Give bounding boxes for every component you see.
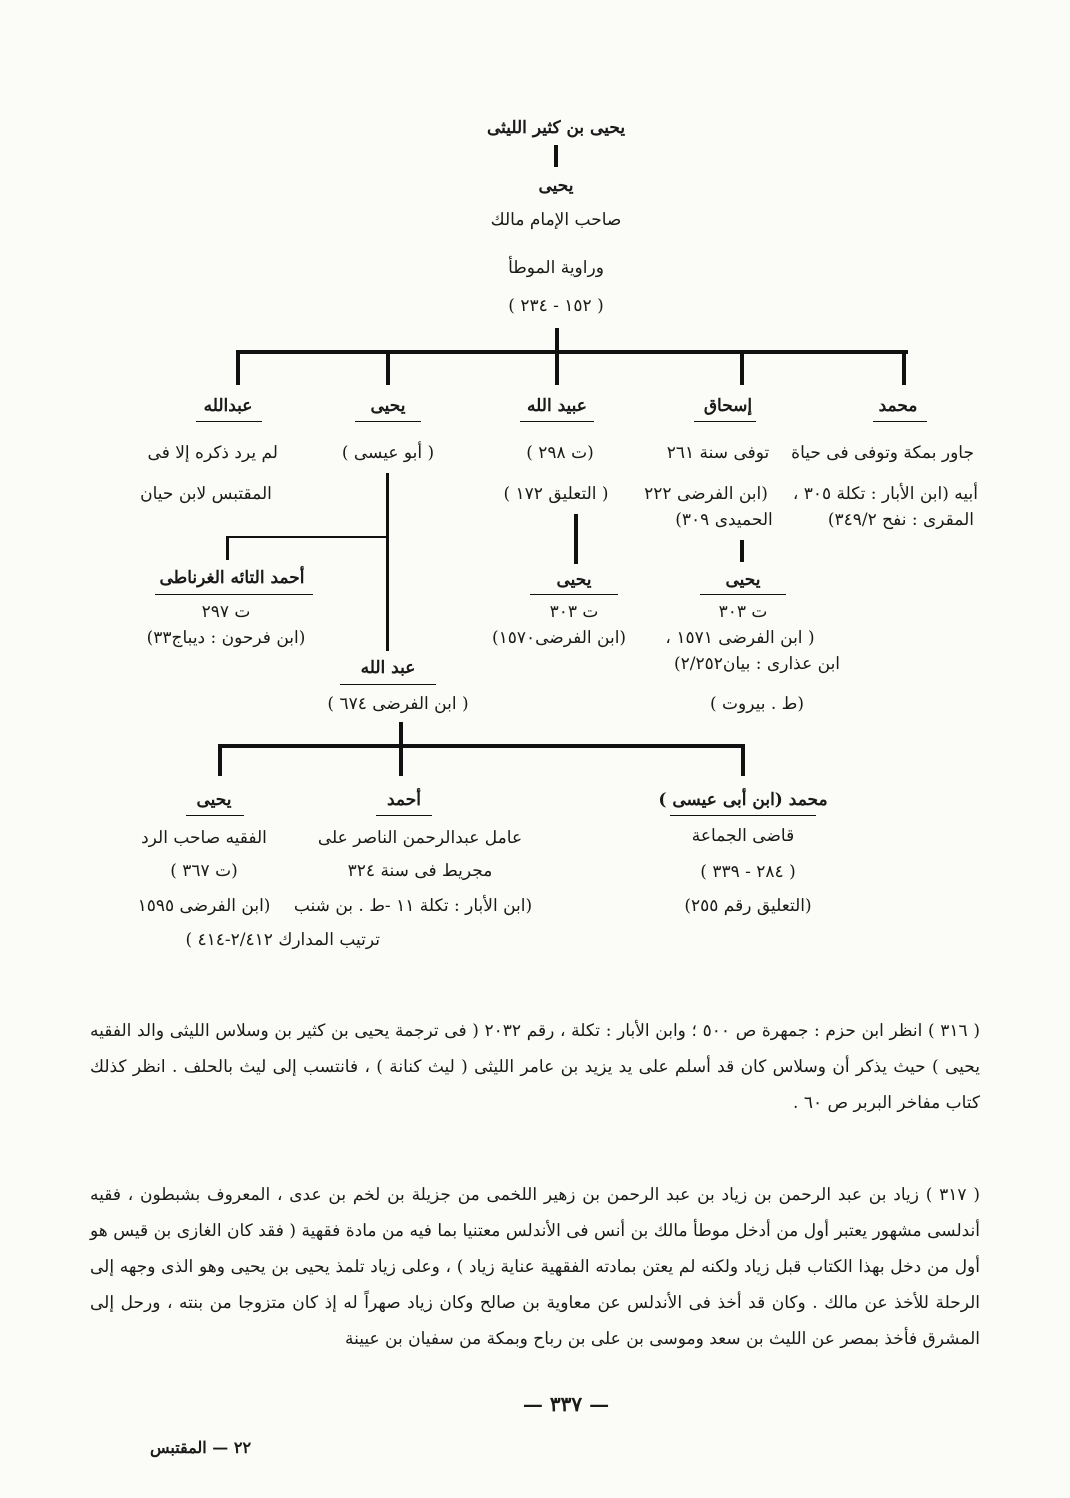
level3-bar: [218, 744, 745, 748]
name-underline: [196, 421, 262, 422]
node-name: أحمد التائه الغرناطى: [159, 568, 305, 588]
name-underline: [355, 421, 421, 422]
level1-drop: [236, 350, 240, 385]
node-name: عبدالله: [203, 396, 253, 416]
node-name: يحيى: [556, 570, 592, 590]
level1-bar: [236, 350, 908, 354]
name-underline: [670, 815, 816, 816]
node-text: ترتيب المدارك ٢/٤١٢-٤١٤ ): [185, 930, 380, 950]
node-text: توفى سنة ٢٦١: [666, 443, 770, 463]
root-dates: ( ١٥٢ - ٢٣٤ ): [508, 296, 604, 316]
node-name: إسحاق: [703, 396, 753, 416]
level1-drop: [555, 350, 559, 385]
signature-mark: ٢٢ — المقتبس: [150, 1438, 252, 1457]
node-name: أحمد: [387, 790, 421, 810]
node-name: عبد الله: [360, 658, 416, 678]
node-text: (ت ٢٩٨ ): [526, 443, 594, 463]
node-text: المقرى : نفح ٣٤٩/٢): [827, 510, 974, 530]
name-underline: [873, 421, 927, 422]
name-underline: [520, 421, 594, 422]
node-text: (ابن الفرضى ٢٢٢: [644, 484, 768, 504]
node-name: يحيى: [196, 790, 232, 810]
root-desc-2: وراوية الموطأ: [508, 258, 604, 278]
root-desc-1: صاحب الإمام مالك: [490, 210, 622, 230]
connector: [226, 536, 229, 560]
footnote-316: ( ٣١٦ ) انظر ابن حزم : جمهرة ص ٥٠٠ ؛ وابن الأبار : تكلة ، رقم ٢٠٣٢ ( فى ترجمة يحيى بن كثير بن وسلاس الليثى والد الفقيه يحيى ) حيث يذكر أن وسلاس كان قد أسلم على يد يزيد بن عامر الليثى ( ليث كنانة ) ، فانتسب إلى ليث بالحلف . انظر كذلك كتاب مفاخر البربر ص ٦٠ .: [90, 1021, 980, 1113]
node-text: (ابن الأبار : تكلة ١١ -ط . بن شنب: [293, 896, 533, 916]
name-underline: [530, 594, 618, 595]
node-name: محمد (ابن أبى عيسى ): [658, 790, 828, 810]
name-underline: [155, 594, 313, 595]
node-text: الفقيه صاحب الرد: [141, 828, 267, 848]
node-name: يحيى: [370, 396, 406, 416]
node-text: الحميدى ٣٠٩): [675, 510, 773, 530]
node-text: المقتبس لابن حيان: [140, 484, 272, 504]
node-text: (ابن فرحون : ديباج٣٣): [146, 628, 306, 648]
node-name: عبيد الله: [527, 396, 587, 416]
node-text: أبيه (ابن الأبار : تكلة ٣٠٥ ،: [792, 484, 978, 504]
level3-drop: [218, 744, 222, 776]
node-name: يحيى: [725, 570, 761, 590]
node-text: ت ٢٩٧: [201, 602, 251, 622]
root-name: يحيى بن كثير الليثى: [486, 118, 626, 138]
node-text: ت ٣٠٣: [718, 602, 768, 622]
connector: [399, 722, 403, 746]
connector: [386, 473, 389, 651]
level3-drop: [741, 744, 745, 776]
node-text: (التعليق رقم ٢٥٥): [684, 896, 812, 916]
page-number: — ٣٣٧ —: [522, 1392, 610, 1416]
connector: [226, 536, 386, 538]
node-text: (ابن الفرضى١٥٧٠): [491, 628, 627, 648]
node-text: (ط . بيروت ): [709, 694, 805, 714]
node-text: عامل عبدالرحمن الناصر على: [317, 828, 523, 848]
node-text: قاضى الجماعة: [691, 826, 795, 846]
root-connector: [554, 145, 558, 167]
name-underline: [186, 815, 244, 816]
name-underline: [376, 815, 432, 816]
name-underline: [700, 594, 786, 595]
node-text: (ت ٣٦٧ ): [170, 861, 238, 881]
node-text: ( ٢٨٤ - ٣٣٩ ): [700, 862, 796, 882]
level1-drop: [740, 350, 744, 385]
node-text: ( ابن الفرضى ٦٧٤ ): [327, 694, 469, 714]
level1-drop: [386, 350, 390, 385]
level3-drop: [399, 744, 403, 776]
node-text: مجريط فى سنة ٣٢٤: [347, 861, 493, 881]
node-text: ( ابن الفرضى ١٥٧١ ،: [665, 628, 815, 648]
node-text: لم يرد ذكره إلا فى: [147, 443, 278, 463]
root-child-name: يحيى: [538, 176, 574, 196]
node-text: (ابن الفرضى ١٥٩٥: [137, 896, 271, 916]
name-underline: [694, 421, 756, 422]
node-text: ابن عذارى : بيان٢/٢٥٢): [673, 654, 841, 674]
node-text: جاور بمكة وتوفى فى حياة: [791, 443, 974, 463]
node-text: ( أبو عيسى ): [341, 443, 435, 463]
connector: [740, 540, 744, 562]
node-text: ( التعليق ١٧٢ ): [503, 484, 609, 504]
node-name: محمد: [878, 396, 918, 416]
name-underline: [340, 684, 436, 685]
connector: [574, 514, 578, 564]
level1-drop: [902, 350, 906, 385]
footnote-317: ( ٣١٧ ) زياد بن عبد الرحمن بن زياد بن عبد الرحمن بن زهير اللخمى من جزيلة بن لخم بن عدى ، المعروف بشبطون ، فقيه أندلسى مشهور يعتبر أول من أدخل موطأ مالك بن أنس فى الأندلس معتنيا بما فيه من مادة فقهية ( فقد كان الغازى بن قيس هو أول من دخل بهذا الكتاب قبل زياد ولكنه لم يعتن بمادته الفقهية عناية زياد ) ، وعلى زياد تلمذ يحيى بن يحيى وهو الذى وجهه إلى الرحلة للأخذ عن مالك . وكان قد أخذ فى الأندلس عن معاوية بن صالح وكان زياد صهراً له إذ كان متزوجا من بنته ، ورحل إلى المشرق فأخذ بمصر عن الليث بن سعد وموسى بن على بن رباح وبمكة من سفيان بن عيينة: [90, 1185, 980, 1349]
root-drop-line: [555, 328, 559, 352]
node-text: ت ٣٠٣: [549, 602, 599, 622]
